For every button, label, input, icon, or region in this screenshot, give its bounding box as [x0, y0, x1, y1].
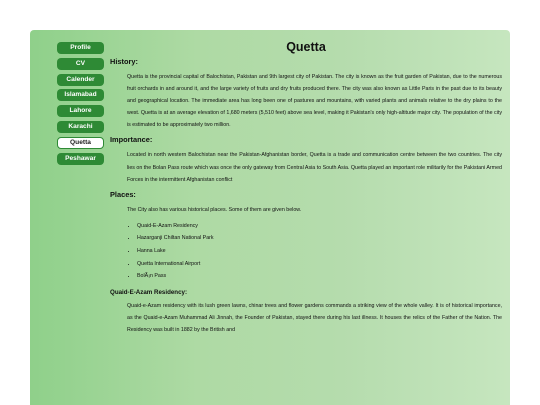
- main-content: [110, 39, 502, 340]
- list-item: • Quetta International Airport: [137, 258, 502, 271]
- list-item: • BolÃ¡n Pass: [137, 270, 502, 283]
- places-intro: The City also has various historical places. Some of them are given below.: [127, 206, 302, 213]
- nav-item-karachi[interactable]: Karachi: [57, 121, 104, 133]
- nav-item-calender[interactable]: Calender: [57, 74, 104, 86]
- residency-paragraph: Quaid-e-Azam residency with its lush green lawns, chinar trees and flower gardens commands a striking view of the whole valley. It is of historical importance, as the Quaid-e-Azam Muhammad Ali Jinnah, the Founder of Pakistan, stayed there during his last illness. It houses the relics of the Father of the Nation. The Residency was built in 1882 by the British and: [127, 302, 502, 333]
- nav-item-cv[interactable]: CV: [57, 58, 104, 70]
- nav-item-profile[interactable]: Profile: [57, 42, 104, 54]
- list-item: • Quaid-E-Azam Residency: [137, 220, 502, 233]
- page-title: Quetta: [286, 40, 326, 54]
- history-paragraph: Quetta is the provincial capital of Balochistan, Pakistan and 9th largest city of Pakistan. The city is known as the fruit garden of Pakistan, due to the numerous fruit orchards in and around it, and the large variety of fruits and dry fruits produced there. The city was also known as Little Paris in the past due to its beauty and geographical location. The immediate area has long been one of pastures and mountains, with varied plants and animals relative to the dry plains to the west. Quetta is at an average elevation of 1,680 meters (5,510 feet) above sea level, making it Pakistan's only high-altitude major city. The population of the city is estimated to be approximately two million.: [127, 74, 502, 129]
- residency-heading: Quaid-E-Azam Residency:: [110, 288, 188, 296]
- nav-item-quetta[interactable]: Quetta: [57, 137, 104, 149]
- importance-paragraph: Located in north western Balochistan near the Pakistan-Afghanistan border, Quetta is a trade and communication centre between the two countries. The city lies on the Bolan Pass route which was once the only gateway from Central Asia to South Asia. Quetta played an important role militarily for the Pakistani Armed Forces in the intermittent Afghanistan conflict: [127, 152, 502, 183]
- places-heading: Places:: [110, 189, 136, 199]
- importance-heading: Importance:: [110, 135, 153, 145]
- list-item: • Hanna Lake: [137, 245, 502, 258]
- list-item: • Hazarganji Chiltan National Park: [137, 232, 502, 245]
- content-panel: [30, 30, 510, 405]
- nav-item-peshawar[interactable]: Peshawar: [57, 153, 104, 165]
- side-nav: [57, 42, 104, 168]
- nav-item-islamabad[interactable]: Islamabad: [57, 89, 104, 101]
- nav-item-lahore[interactable]: Lahore: [57, 105, 104, 117]
- history-heading: History:: [110, 57, 138, 66]
- places-list: [127, 220, 502, 283]
